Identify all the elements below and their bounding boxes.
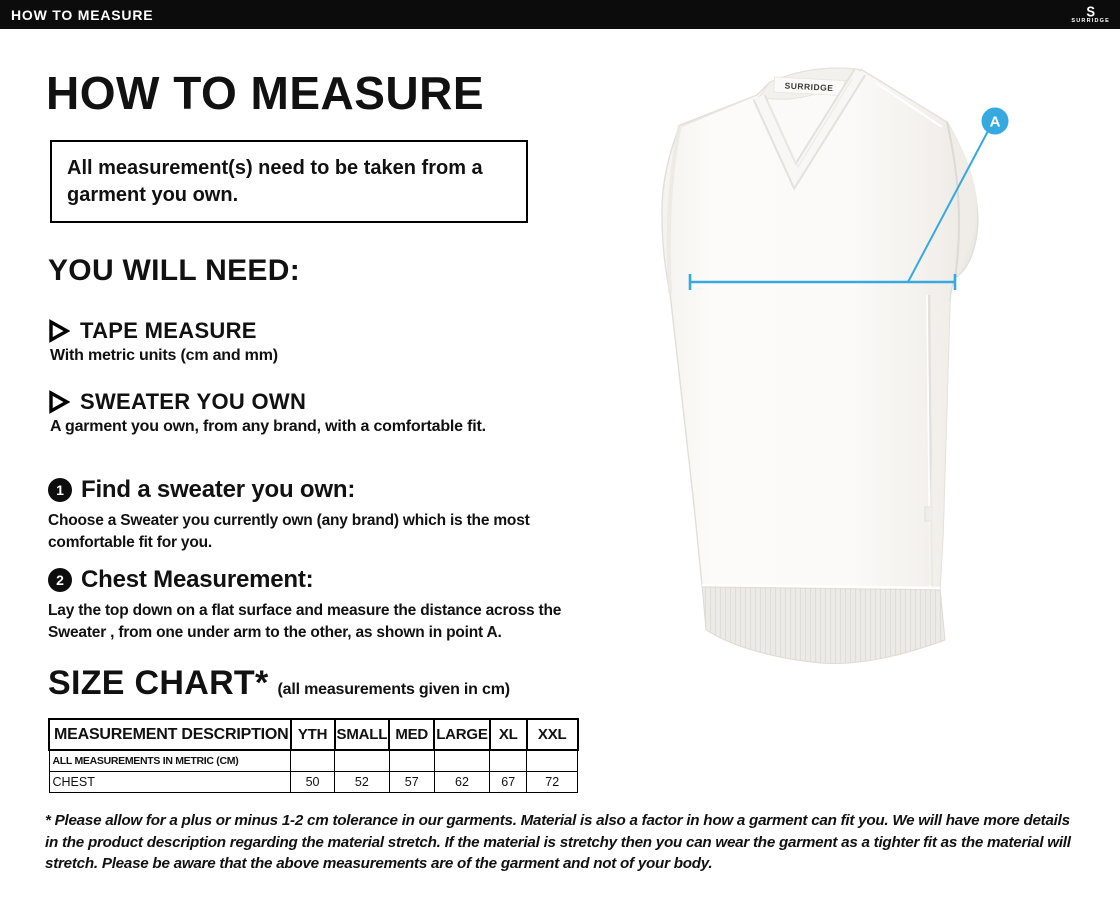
table-cell: 62: [434, 772, 490, 793]
need-item-sweater: [48, 389, 486, 436]
table-cell: 72: [527, 772, 578, 793]
notice-box: [50, 140, 528, 223]
you-will-need-heading: YOU WILL NEED:: [48, 254, 300, 287]
surridge-s-icon: S: [1086, 2, 1096, 20]
step-description: Lay the top down on a flat surface and measure the distance across the Sweater , from one under arm to the other, as shown in point A.: [48, 602, 562, 641]
step-number-badge: 1: [48, 478, 72, 502]
collar-label: [774, 77, 845, 96]
column-header: XXL: [527, 719, 578, 750]
column-header: XL: [490, 719, 527, 750]
table-cell: 50: [291, 772, 335, 793]
column-header: SMALL: [335, 719, 390, 750]
table-row-chest: [49, 772, 578, 793]
need-item-description: With metric units (cm and mm): [50, 347, 278, 364]
size-chart-table: [48, 718, 579, 793]
need-item-tape-measure: [48, 318, 278, 365]
size-chart-heading: [48, 664, 510, 703]
column-header: YTH: [291, 719, 335, 750]
column-header: MEASUREMENT DESCRIPTION: [49, 719, 291, 750]
column-header: LARGE: [434, 719, 490, 750]
table-header-row: [49, 719, 578, 750]
table-cell: 57: [389, 772, 434, 793]
triangle-bullet-icon: [48, 319, 70, 343]
point-a-marker: [982, 108, 1009, 135]
garment-illustration: [628, 55, 1098, 680]
column-header: MED: [389, 719, 434, 750]
table-cell: [291, 750, 335, 772]
size-chart-title: SIZE CHART*: [48, 664, 269, 702]
row-label: ALL MEASUREMENTS IN METRIC (CM): [49, 750, 291, 772]
tolerance-footnote: * Please allow for a plus or minus 1-2 cm tolerance in our garments. Material is also a factor in how a garment can fit you. We will have more details in the product description regarding the material stretch. If the material is stretchy then you can wear the garment as a tighter fit as the material will stretch. Please be aware that the above measurements are of the garment and not of your body.: [45, 812, 1071, 872]
page-title: HOW TO MEASURE: [46, 67, 485, 119]
table-row-metric-note: [49, 750, 578, 772]
step-2: [48, 566, 593, 643]
step-title: Find a sweater you own:: [81, 476, 356, 503]
collar-label-text: SURRIDGE: [784, 80, 834, 94]
row-label: CHEST: [49, 772, 291, 793]
table-cell: [490, 750, 527, 772]
point-a-label: A: [989, 113, 1001, 131]
brand-name: SURRIDGE: [1071, 17, 1110, 24]
need-item-title: TAPE MEASURE: [80, 318, 257, 343]
sweater-vest: [662, 68, 978, 663]
need-item-title: SWEATER YOU OWN: [80, 389, 307, 414]
top-bar: [0, 0, 1120, 29]
need-item-description: A garment you own, from any brand, with a comfortable fit.: [50, 418, 486, 435]
size-chart-caption: (all measurements given in cm): [277, 681, 510, 698]
table-cell: [527, 750, 578, 772]
top-bar-title: HOW TO MEASURE: [11, 6, 154, 23]
table-cell: [389, 750, 434, 772]
table-cell: [434, 750, 490, 772]
table-cell: 67: [490, 772, 527, 793]
step-description: Choose a Sweater you currently own (any brand) which is the most comfortable fit for you.: [48, 512, 530, 551]
notice-text: All measurement(s) need to be taken from a garment you own.: [67, 157, 483, 206]
step-1: [48, 476, 593, 553]
step-title: Chest Measurement:: [81, 566, 314, 593]
table-cell: [335, 750, 390, 772]
triangle-bullet-icon: [48, 390, 70, 414]
brand-logo: [1071, 2, 1110, 25]
table-cell: 52: [335, 772, 390, 793]
step-number-badge: 2: [48, 568, 72, 592]
